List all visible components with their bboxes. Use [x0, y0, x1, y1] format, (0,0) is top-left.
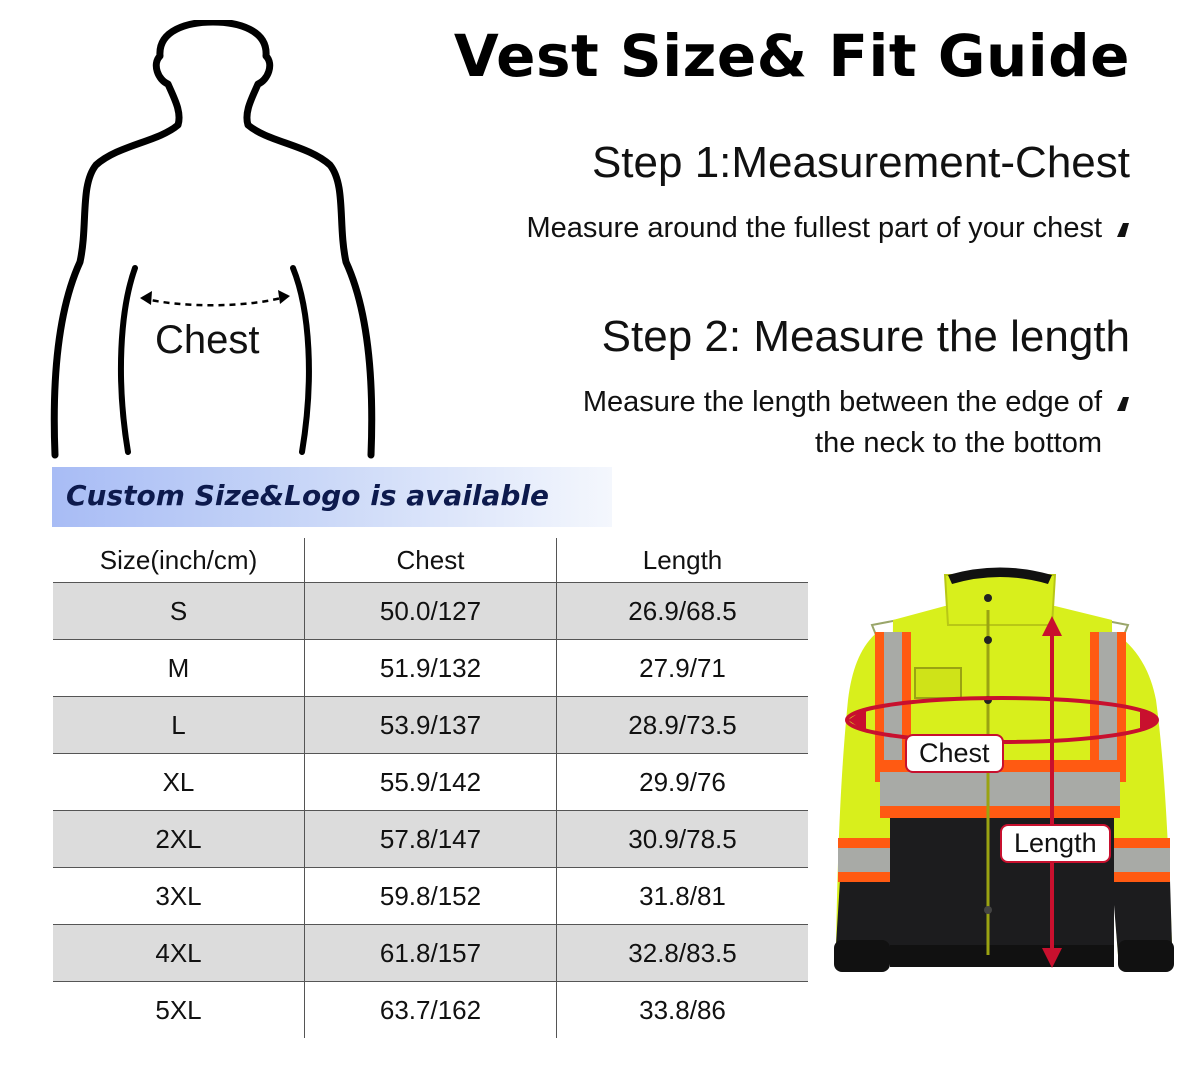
right-sleeve-stripe-gray: [1110, 848, 1170, 872]
horizontal-stripe-gray: [880, 772, 1120, 806]
table-row: [53, 754, 809, 811]
step2-description-line1: Measure the length between the edge of: [582, 386, 1102, 418]
table-row: [53, 811, 809, 868]
page-title: Vest Size& Fit Guide: [453, 22, 1130, 90]
length-cell: 33.8/86: [557, 982, 809, 1039]
length-cell: 32.8/83.5: [557, 925, 809, 982]
chest-cell: 51.9/132: [305, 640, 557, 697]
chest-cell: 57.8/147: [305, 811, 557, 868]
chest-cell: 53.9/137: [305, 697, 557, 754]
length-cell: 28.9/73.5: [557, 697, 809, 754]
column-header-chest: Chest: [305, 538, 557, 583]
table-row: [53, 697, 809, 754]
length-cell: 26.9/68.5: [557, 583, 809, 640]
waistband: [890, 945, 1114, 967]
size-cell: M: [53, 640, 305, 697]
body-silhouette: [40, 20, 400, 465]
chest-arrow-right: [278, 290, 290, 304]
chest-cell: 55.9/142: [305, 754, 557, 811]
step2-title: Step 2: Measure the length: [601, 312, 1130, 361]
step1-description: Measure around the fullest part of your chest: [526, 212, 1102, 244]
length-cell: 31.8/81: [557, 868, 809, 925]
table-row: [53, 925, 809, 982]
size-cell: 5XL: [53, 982, 305, 1039]
step2-description-line2: the neck to the bottom: [815, 427, 1102, 459]
length-cell: 30.9/78.5: [557, 811, 809, 868]
bullet-marker-icon: [1116, 222, 1130, 238]
size-cell: S: [53, 583, 305, 640]
table-row: [53, 640, 809, 697]
jacket-chest-label: Chest: [905, 734, 1004, 773]
bullet-marker-icon: [1116, 396, 1130, 412]
step2-description: [583, 382, 1102, 464]
column-header-size: Size(inch/cm): [53, 538, 305, 583]
jacket-collar: [945, 575, 1055, 625]
snap-button: [984, 636, 992, 644]
chest-cell: 61.8/157: [305, 925, 557, 982]
step1-title: Step 1:Measurement-Chest: [591, 138, 1130, 187]
size-cell: 2XL: [53, 811, 305, 868]
chest-pocket-flap: [915, 668, 961, 698]
body-outline: [54, 22, 371, 455]
size-cell: XL: [53, 754, 305, 811]
snap-button: [984, 594, 992, 602]
chest-cell: 59.8/152: [305, 868, 557, 925]
chest-arrow-left: [140, 291, 152, 305]
size-cell: L: [53, 697, 305, 754]
size-chart-table: [52, 537, 809, 1039]
left-cuff: [834, 940, 890, 972]
size-cell: 3XL: [53, 868, 305, 925]
left-sleeve-stripe-gray: [838, 848, 894, 872]
table-header-row: [53, 538, 809, 583]
right-cuff: [1118, 940, 1174, 972]
right-arm-inner-line: [293, 268, 309, 452]
column-header-length: Length: [557, 538, 809, 583]
length-cell: 27.9/71: [557, 640, 809, 697]
chest-cell: 50.0/127: [305, 583, 557, 640]
left-arm-inner-line: [121, 268, 135, 452]
size-cell: 4XL: [53, 925, 305, 982]
length-cell: 29.9/76: [557, 754, 809, 811]
custom-size-banner: [52, 467, 612, 527]
figure-chest-label: Chest: [155, 318, 260, 362]
table-row: [53, 982, 809, 1039]
snap-button: [984, 906, 992, 914]
chest-cell: 63.7/162: [305, 982, 557, 1039]
table-row: [53, 583, 809, 640]
vertical-stripe-right-gray: [1099, 632, 1117, 782]
chest-measure-line: [142, 296, 288, 305]
banner-text: Custom Size&Logo is available: [66, 479, 550, 512]
table-row: [53, 868, 809, 925]
jacket-length-label: Length: [1000, 824, 1111, 863]
